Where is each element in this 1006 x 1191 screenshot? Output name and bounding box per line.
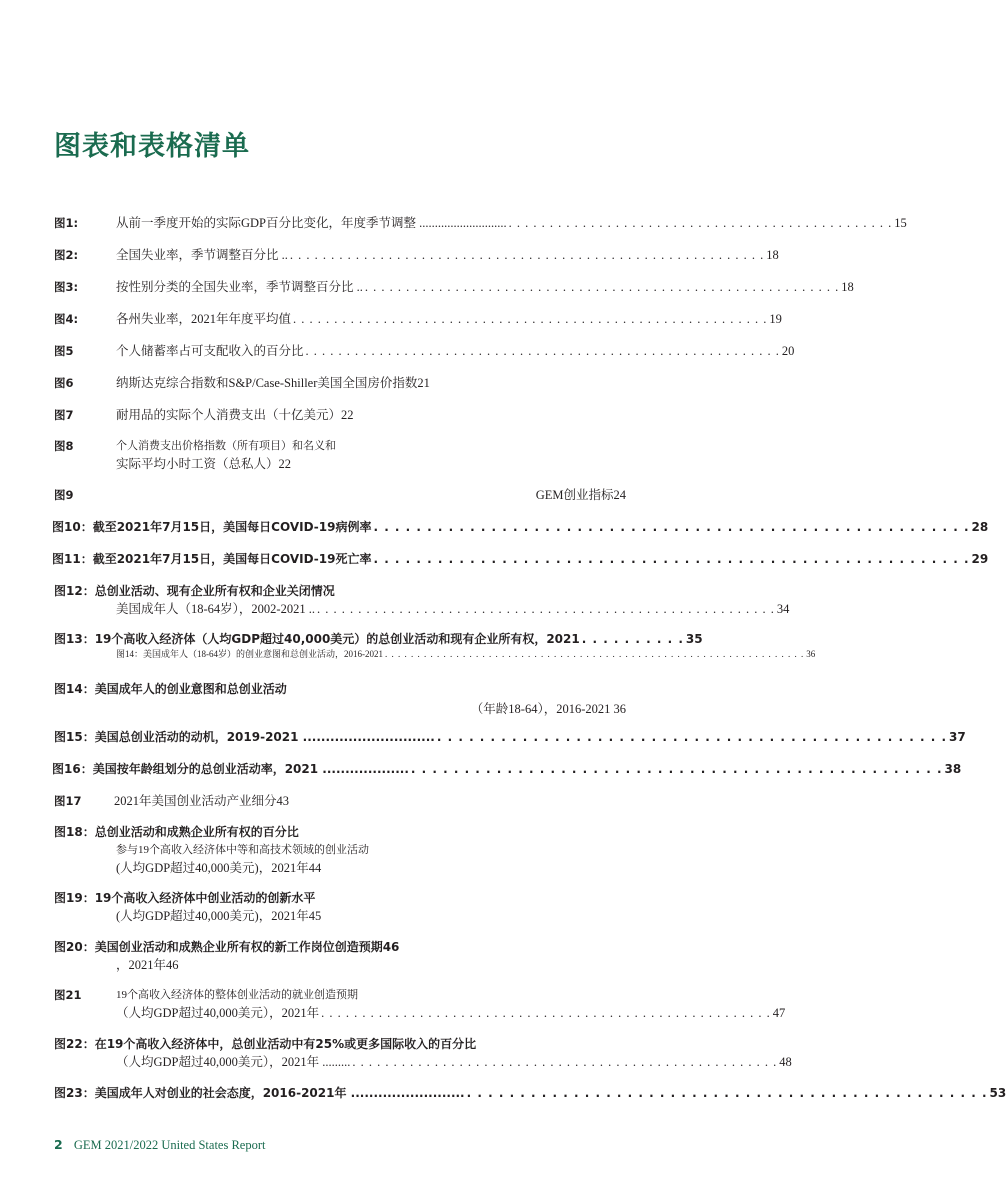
figure-title: 按性别分类的全国失业率，季节调整百分比 .. — [116, 280, 363, 294]
toc-entry[interactable] — [52, 938, 626, 974]
figure-title-cont: 参与19个高收入经济体中等和高技术领域的创业活动 — [116, 844, 369, 856]
page-number: 37 — [949, 730, 966, 744]
figure-title: 图18：总创业活动和成熟企业所有权的百分比 — [54, 825, 299, 839]
figure-title: 19个高收入经济体的整体创业活动的就业创造预期 — [116, 989, 358, 1001]
toc-entry[interactable] — [52, 582, 790, 618]
page-number: 28 — [971, 520, 989, 534]
toc-entry[interactable] — [52, 728, 966, 746]
leader-dots: . . . . . . . . . . . . . . . . . . . . . . . . . . . . . . . . . . . . . . . . . . . . . . . . . . — [410, 762, 943, 776]
figure-title-cont: （人均GDP超过40,000美元），2021年 — [116, 1006, 320, 1020]
leader-dots: . . . . . . . . . . . . . . . . . . . . . . . . . . . . . . . . . . . . . . . . . . . . . . . . . . . . . . . . — [373, 520, 970, 534]
toc-entry[interactable] — [52, 986, 786, 1022]
leader-dots: . . . . . . . . . . . . . . . . . . . . . . . . . . . . . . . . . . . . . . . . . . . . . . . . . — [466, 1086, 988, 1100]
toc-entry[interactable] — [52, 680, 626, 718]
page-number: 18 — [766, 248, 779, 262]
figure-title: 图13：19个高收入经济体（人均GDP超过40,000美元）的总创业活动和现有企业所有权，2021 — [54, 632, 580, 646]
leader-dots: . . . . . . . . . . . . . . . . . . . . . . . . . . . . . . . . . . . . . . . . . . . . . . . . . . . . . . . . . . — [364, 280, 840, 294]
figure-title: 各州失业率，2021年年度平均值 — [116, 312, 292, 326]
toc-entry[interactable] — [52, 889, 626, 925]
leader-dots: . . . . . . . . . . . . . . . . . . . . . . . . . . . . . . . . . . . . . . . . . . . . . . . . . . . . . . . . . . . . . . . . . — [385, 649, 805, 659]
toc-entry[interactable] — [52, 278, 854, 296]
figure-title: 图22：在19个高收入经济体中，总创业活动中有25%或更多国际收入的百分比 — [54, 1037, 477, 1051]
footer-page-number: 2 — [54, 1137, 63, 1152]
toc-entry[interactable] — [52, 823, 626, 877]
toc-entry[interactable] — [52, 437, 626, 473]
figure-title: 图11：截至2021年7月15日，美国每日COVID-19死亡率 — [52, 552, 372, 566]
figure-title: 图19：19个高收入经济体中创业活动的创新水平 — [54, 891, 316, 905]
page-number: 18 — [841, 280, 854, 294]
figure-label: 图8 — [54, 439, 74, 453]
figure-title: 图10：截至2021年7月15日，美国每日COVID-19病例率 — [52, 520, 372, 534]
figure-label: 图17 — [54, 794, 82, 808]
toc-entry[interactable] — [52, 1084, 1006, 1102]
page-title: 图表和表格清单 — [54, 131, 250, 162]
page-number: 36 — [806, 649, 816, 659]
figure-title: 图12：总创业活动、现有企业所有权和企业关闭情况 — [54, 584, 335, 598]
toc-entry[interactable] — [52, 310, 782, 328]
leader-dots: . . . . . . . . . . . . . . . . . . . . . . . . . . . . . . . . . . . . . . . . . . . . . . . . . . . . — [352, 1055, 778, 1069]
figure-label: 图4: — [54, 312, 79, 326]
figure-title: 图15：美国总创业活动的动机，2019-2021 ............................. — [54, 730, 435, 744]
toc-entry[interactable] — [52, 630, 816, 660]
leader-dots: . . . . . . . . . . . . . . . . . . . . . . . . . . . . . . . . . . . . . . . . . . . . . . . . — [436, 730, 948, 744]
figure-title-cont: ，2021年46 — [116, 958, 179, 972]
figure-title-cont: 实际平均小时工资（总私人）22 — [116, 457, 292, 471]
figure-title-cont: (人均GDP超过40,000美元)，2021年45 — [116, 909, 322, 923]
figure-label: 图6 — [54, 376, 74, 390]
figure-label: 图9 — [54, 488, 74, 502]
figure-label: 图21 — [54, 988, 82, 1002]
figure-title: 纳斯达克综合指数和S&P/Case-Shiller美国全国房价指数21 — [116, 376, 430, 390]
toc-entry[interactable] — [52, 246, 779, 264]
leader-dots: . . . . . . . . . . . . . . . . . . . . . . . . . . . . . . . . . . . . . . . . . . . . . . . . . . . . . . . . — [373, 552, 970, 566]
figure-title: GEM创业指标24 — [535, 488, 626, 502]
figure-title: 从前一季度开始的实际GDP百分比变化，年度季节调整 ............................ — [116, 216, 507, 230]
figure-title-cont: (人均GDP超过40,000美元)，2021年44 — [116, 861, 322, 875]
figure-label: 图5 — [54, 344, 74, 358]
page-footer — [54, 1137, 265, 1153]
toc-entry[interactable] — [52, 406, 626, 424]
leader-dots: . . . . . . . . . . . . . . . . . . . . . . . . . . . . . . . . . . . . . . . . . . . . . . . . . . . . . . . . . . — [289, 248, 765, 262]
page-number: 53 — [989, 1086, 1006, 1100]
toc-entry[interactable] — [52, 760, 962, 778]
leader-dots: . . . . . . . . . . . . . . . . . . . . . . . . . . . . . . . . . . . . . . . . . . . . . . . . . . . . . . . . . . — [293, 312, 768, 326]
page-number: 38 — [944, 762, 962, 776]
figure-label: 图1: — [54, 216, 79, 230]
leader-dots: . . . . . . . . . . . . . . . . . . . . . . . . . . . . . . . . . . . . . . . . . . . . . . . . . . . . . . . . . . — [305, 344, 780, 358]
toc-entry[interactable] — [52, 550, 989, 568]
toc-entry[interactable] — [52, 1035, 792, 1071]
sub-entry-title: 图14：美国成年人（18-64岁）的创业意图和总创业活动，2016-2021 — [116, 649, 383, 659]
toc-entry[interactable] — [52, 792, 626, 810]
page-number: 20 — [781, 344, 795, 358]
figure-title: 2021年美国创业活动产业细分43 — [114, 794, 290, 808]
leader-dots: . . . . . . . . . . . . . . . . . . . . . . . . . . . . . . . . . . . . . . . . . . . . . . . — [508, 216, 893, 230]
leader-dots: . . . . . . . . . . — [581, 632, 684, 646]
page-number: 15 — [894, 216, 907, 230]
leader-dots: . . . . . . . . . . . . . . . . . . . . . . . . . . . . . . . . . . . . . . . . . . . . . . . . . . . . . . . . — [316, 602, 775, 616]
figure-title: 图23：美国成年人对创业的社会态度，2016-2021年 ......................... — [54, 1086, 465, 1100]
page-number: 35 — [685, 632, 703, 646]
figure-title: 个人消费支出价格指数（所有项目）和名义和 — [116, 440, 336, 452]
figure-title-cont: 美国成年人（18-64岁），2002-2021 .. — [116, 602, 315, 616]
figure-title: 全国失业率，季节调整百分比 .. — [116, 248, 288, 262]
figure-title: 图14：美国成年人的创业意图和总创业活动 — [54, 682, 287, 696]
figure-title: 图20：美国创业活动和成熟企业所有权的新工作岗位创造预期46 — [54, 940, 400, 954]
footer-report-title: GEM 2021/2022 United States Report — [73, 1138, 266, 1152]
figure-label: 图7 — [54, 408, 74, 422]
toc-entry[interactable] — [52, 342, 795, 360]
page-number: 29 — [971, 552, 989, 566]
page-number: 19 — [769, 312, 782, 326]
toc-entry[interactable] — [52, 518, 989, 536]
figure-label: 图2: — [54, 248, 79, 262]
figure-title: 个人储蓄率占可支配收入的百分比 — [116, 344, 304, 358]
page-number: 34 — [776, 602, 790, 616]
toc-entry[interactable] — [52, 486, 626, 504]
figure-label: 图3: — [54, 280, 79, 294]
toc-entry[interactable] — [52, 214, 907, 232]
page-number: 48 — [779, 1055, 792, 1069]
figure-title-cont: （人均GDP超过40,000美元），2021年 ......... — [116, 1055, 351, 1069]
figure-title: 耐用品的实际个人消费支出（十亿美元）22 — [116, 408, 354, 422]
toc-entry[interactable] — [52, 374, 626, 392]
page-number: 47 — [772, 1006, 786, 1020]
leader-dots: . . . . . . . . . . . . . . . . . . . . . . . . . . . . . . . . . . . . . . . . . . . . . . . . . . . . . . . — [321, 1006, 771, 1020]
figure-title: 图16：美国按年龄组划分的总创业活动率，2021 ................... — [52, 762, 409, 776]
figure-title-cont: （年龄18-64），2016-2021 36 — [470, 702, 626, 716]
